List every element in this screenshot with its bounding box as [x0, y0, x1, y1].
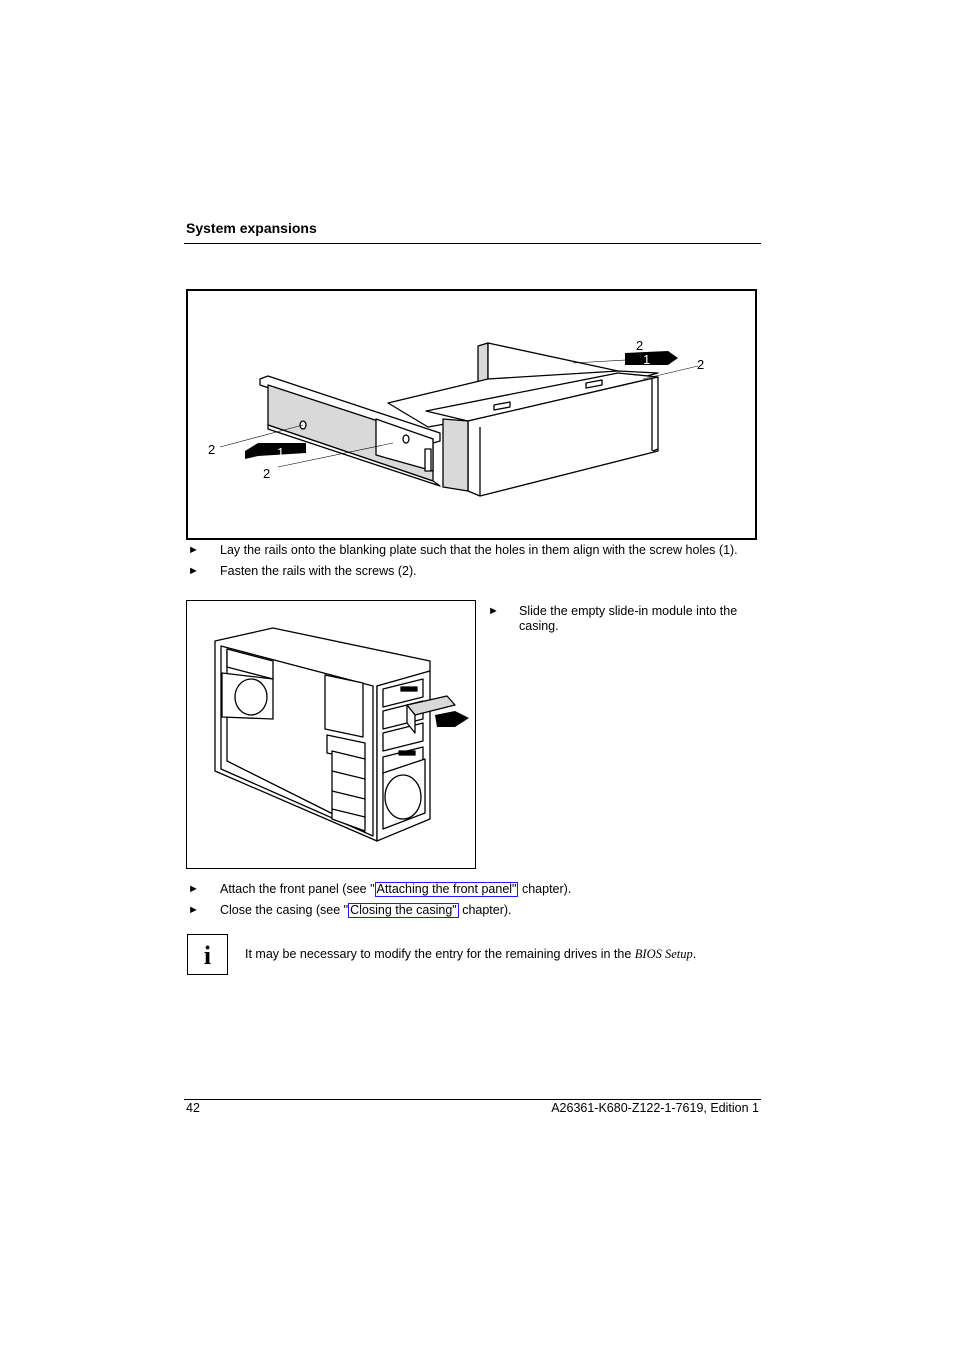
step-text: Lay the rails onto the blanking plate such that the holes in them align with the screw holes (1).	[220, 543, 738, 557]
figure-rails-blanking-plate	[186, 289, 757, 540]
callout-left-top: 2	[208, 442, 216, 457]
figure-tower-casing	[186, 600, 476, 869]
rails-illustration	[188, 291, 755, 538]
callout-right-arrow: 1	[643, 352, 651, 367]
link-closing-casing[interactable]: Closing the casing"	[350, 903, 457, 917]
tower-illustration	[187, 601, 475, 868]
callout-left-arrow: 1	[277, 445, 285, 460]
bullet-arrow-icon: ►	[188, 565, 199, 577]
document-id: A26361-K680-Z122-1-7619, Edition 1	[551, 1101, 759, 1115]
link-attaching-front-panel[interactable]: Attaching the front panel"	[376, 882, 517, 896]
step-text: Attach the front panel (see "	[220, 882, 375, 896]
callout-left-bottom: 2	[263, 466, 271, 481]
note-end: .	[692, 947, 697, 961]
bullet-arrow-icon: ►	[188, 904, 199, 916]
step-text: chapter).	[518, 882, 572, 896]
bullet-arrow-icon: ►	[188, 544, 199, 556]
note-term: BIOS Setup	[634, 947, 693, 961]
header-rule	[184, 243, 761, 244]
callout-right-side: 2	[697, 357, 705, 372]
note-text: It may be necessary to modify the entry for the remaining drives in the	[245, 947, 635, 961]
step-text: Slide the empty slide-in module into the casing.	[519, 604, 738, 633]
step-text: chapter).	[458, 903, 512, 917]
step-text: Fasten the rails with the screws (2).	[220, 564, 417, 578]
step-text: Close the casing (see "	[220, 903, 349, 917]
footer-rule	[184, 1099, 761, 1100]
info-note	[245, 947, 696, 962]
callout-right-top: 2	[636, 338, 644, 353]
bullet-arrow-icon: ►	[188, 883, 199, 895]
bullet-arrow-icon: ►	[488, 605, 499, 617]
section-title: System expansions	[186, 220, 317, 236]
page-number: 42	[186, 1101, 200, 1115]
info-icon: i	[187, 934, 228, 975]
